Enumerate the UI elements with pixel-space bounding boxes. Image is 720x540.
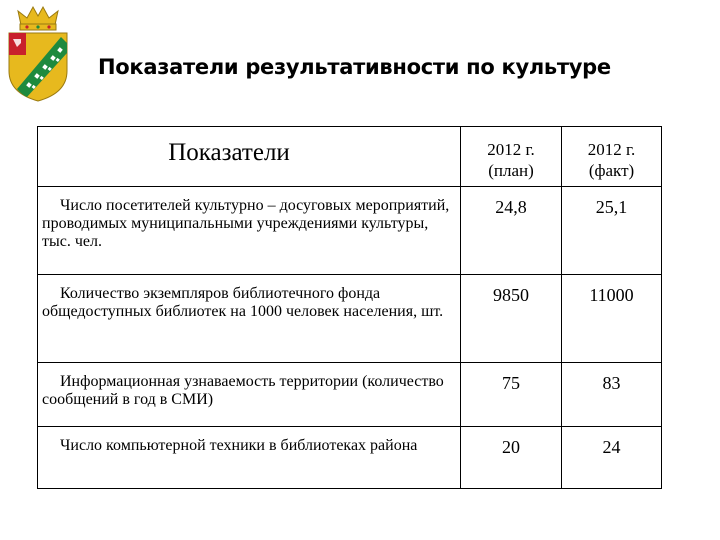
header-fact-year: 2012 г. <box>587 140 636 159</box>
row-plan-value: 9850 <box>461 275 562 363</box>
header-plan-sub: (план) <box>488 161 534 180</box>
indicators-table <box>37 126 662 489</box>
page-title: Показатели результативности по культуре <box>98 55 611 79</box>
row-indicator: Информационная узнаваемость территории (количество сообщений в год в СМИ) <box>38 363 461 427</box>
header-fact <box>562 127 662 187</box>
row-indicator: Число посетителей культурно – досуговых мероприятий, проводимых муниципальными учреждениями культуры, тыс. чел. <box>38 187 461 275</box>
coat-of-arms-icon <box>3 3 73 103</box>
header-plan-year: 2012 г. <box>487 140 535 159</box>
table-row <box>38 427 662 489</box>
row-plan-value: 24,8 <box>461 187 562 275</box>
row-indicator: Число компьютерной техники в библиотеках района <box>38 427 461 489</box>
row-plan-value: 20 <box>461 427 562 489</box>
table-row <box>38 275 662 363</box>
table-header-row <box>38 127 662 187</box>
row-plan-value: 75 <box>461 363 562 427</box>
row-fact-value: 25,1 <box>562 187 662 275</box>
row-fact-value: 83 <box>562 363 662 427</box>
header-plan <box>461 127 562 187</box>
table-row <box>38 187 662 275</box>
header-indicator: Показатели <box>38 127 461 187</box>
row-fact-value: 11000 <box>562 275 662 363</box>
row-fact-value: 24 <box>562 427 662 489</box>
header-fact-sub: (факт) <box>588 161 635 180</box>
table-row <box>38 363 662 427</box>
row-indicator: Количество экземпляров библиотечного фонда общедоступных библиотек на 1000 человек населения, шт. <box>38 275 461 363</box>
